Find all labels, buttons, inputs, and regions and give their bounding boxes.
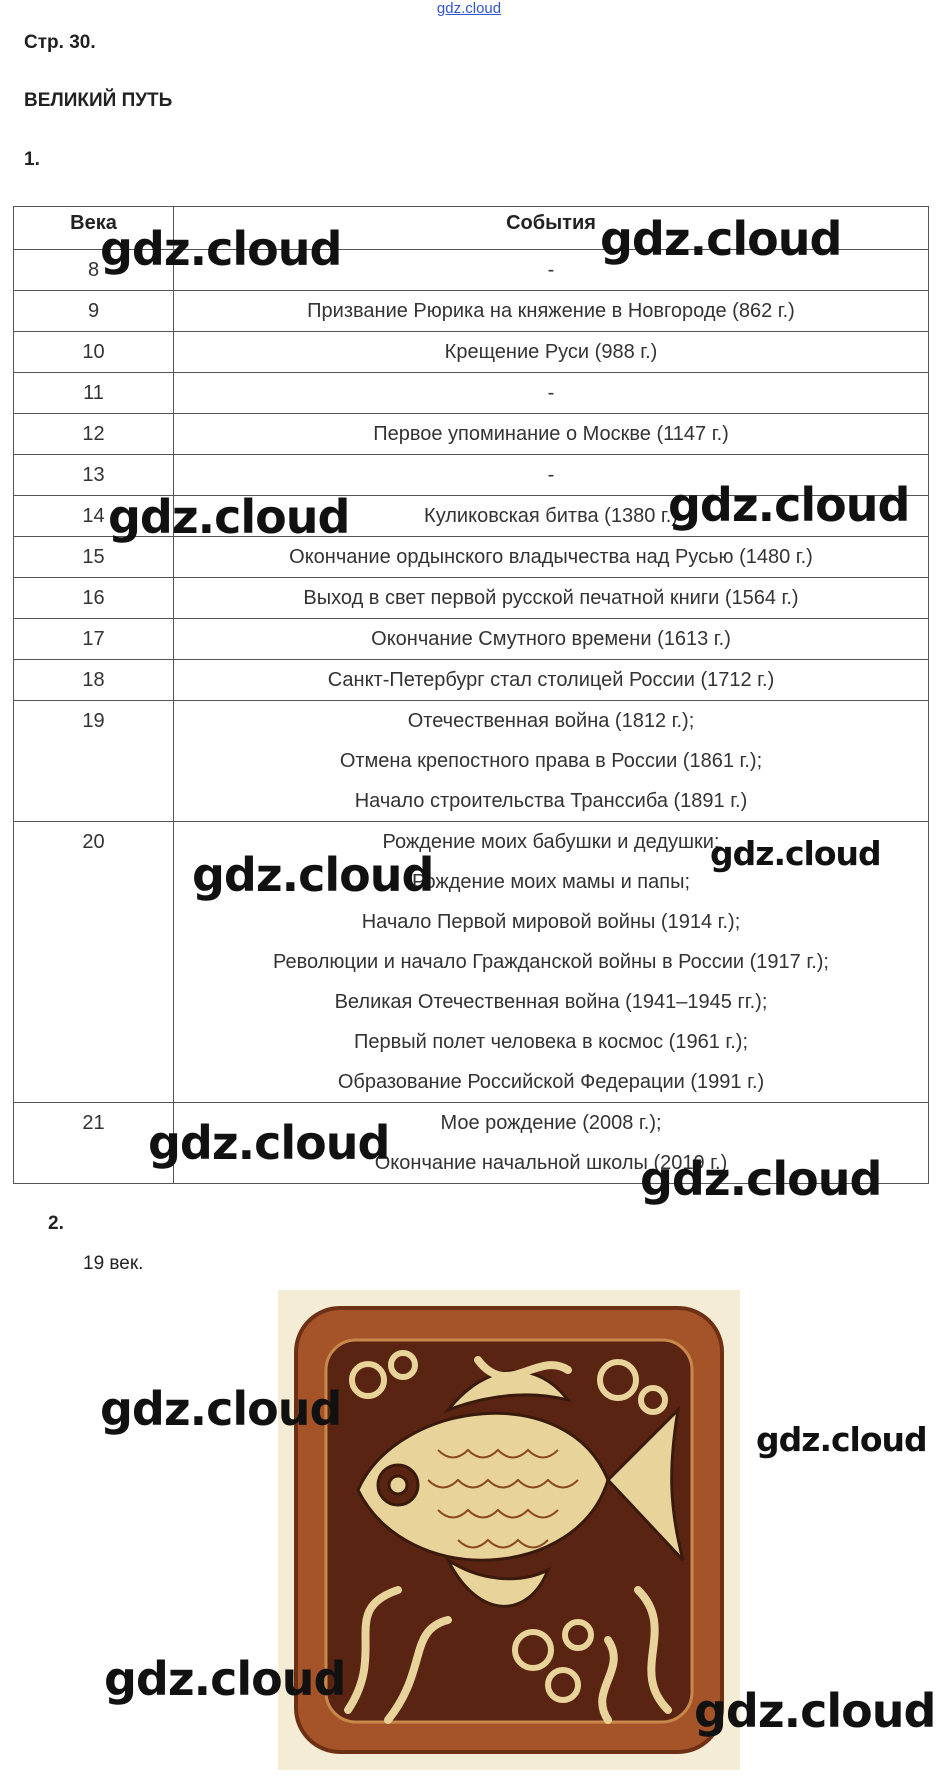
watermark: gdz.cloud (100, 1382, 342, 1436)
event-text: Крещение Руси (988 г.) (444, 341, 658, 363)
event-text: Отечественная война (1812 г.); (407, 710, 695, 732)
site-link[interactable]: gdz.cloud (436, 0, 502, 17)
section-title: ВЕЛИКИЙ ПУТЬ (24, 90, 173, 111)
events-cell (174, 332, 929, 373)
century-cell: 17 (14, 619, 174, 660)
events-cell (174, 291, 929, 332)
century-cell: 9 (14, 291, 174, 332)
century-cell: 19 (14, 701, 174, 822)
century-cell: 15 (14, 537, 174, 578)
events-cell (174, 578, 929, 619)
century-cell: 10 (14, 332, 174, 373)
event-text: Начало Первой мировой войны (1914 г.); (361, 911, 741, 933)
century-cell: 13 (14, 455, 174, 496)
task-1-number: 1. (24, 149, 40, 170)
event-text: Выход в свет первой русской печатной книги (1564 г.) (303, 587, 799, 609)
watermark: gdz.cloud (148, 1116, 390, 1170)
table-row (14, 332, 929, 373)
table-row (14, 619, 929, 660)
watermark: gdz.cloud (640, 1152, 882, 1206)
task-2-answer: 19 век. (83, 1253, 144, 1274)
century-cell: 11 (14, 373, 174, 414)
century-cell: 21 (14, 1103, 174, 1184)
watermark: gdz.cloud (756, 1420, 927, 1459)
event-text: Куликовская битва (1380 г.) (424, 505, 678, 527)
event-text: - (547, 464, 555, 486)
event-text: Санкт-Петербург стал столицей России (1712 г.) (327, 669, 775, 691)
watermark: gdz.cloud (600, 212, 842, 266)
table-row (14, 660, 929, 701)
event-text: Отмена крепостного права в России (1861 г.); (339, 750, 763, 772)
watermark: gdz.cloud (192, 848, 434, 902)
events-cell (174, 414, 929, 455)
century-cell: 20 (14, 822, 174, 1103)
watermark: gdz.cloud (108, 490, 350, 544)
watermark: gdz.cloud (104, 1652, 346, 1706)
century-cell: 16 (14, 578, 174, 619)
table-row (14, 373, 929, 414)
event-text: Революции и начало Гражданской войны в России (1917 г.); (273, 951, 829, 973)
event-text: Первый полет человека в космос (1961 г.); (353, 1031, 749, 1053)
event-text: - (547, 259, 555, 281)
event-text: Начало строительства Транссиба (1891 г.) (354, 790, 748, 812)
table-row (14, 291, 929, 332)
event-text: Образование Российской Федерации (1991 г.) (337, 1071, 765, 1093)
table-row (14, 578, 929, 619)
event-text: Окончание Смутного времени (1613 г.) (371, 628, 731, 650)
event-text: - (547, 382, 555, 404)
column-header-century: Века (14, 207, 174, 250)
event-text: Призвание Рюрика на княжение в Новгороде (862 г.) (307, 300, 795, 322)
table-body (14, 250, 929, 1184)
event-text: Окончание ордынского владычества над Русью (1480 г.) (289, 546, 813, 568)
watermark: gdz.cloud (100, 222, 342, 276)
century-cell: 14 (14, 496, 174, 537)
watermark: gdz.cloud (694, 1684, 936, 1738)
events-table (13, 206, 929, 1184)
events-cell (174, 373, 929, 414)
event-text: Рождение моих бабушки и дедушки; (382, 831, 720, 853)
century-cell: 12 (14, 414, 174, 455)
events-cell (174, 660, 929, 701)
task-2-number: 2. (48, 1213, 64, 1234)
fish-tile-image (278, 1290, 740, 1770)
century-cell: 18 (14, 660, 174, 701)
events-cell (174, 701, 929, 822)
event-text: Окончание начальной школы (2019 г.) (374, 1152, 728, 1174)
event-text: Первое упоминание о Москве (1147 г.) (373, 423, 729, 445)
table-row (14, 701, 929, 822)
event-text: Великая Отечественная война (1941–1945 гг.); (334, 991, 768, 1013)
watermark: gdz.cloud (668, 478, 910, 532)
column-header-events: События (174, 207, 929, 250)
watermark: gdz.cloud (710, 834, 881, 873)
event-text: Мое рождение (2008 г.); (440, 1112, 662, 1134)
table-row (14, 414, 929, 455)
event-text: Рождение моих мамы и папы; (411, 871, 691, 893)
events-cell (174, 619, 929, 660)
page-number: Стр. 30. (24, 32, 96, 53)
century-cell: 8 (14, 250, 174, 291)
